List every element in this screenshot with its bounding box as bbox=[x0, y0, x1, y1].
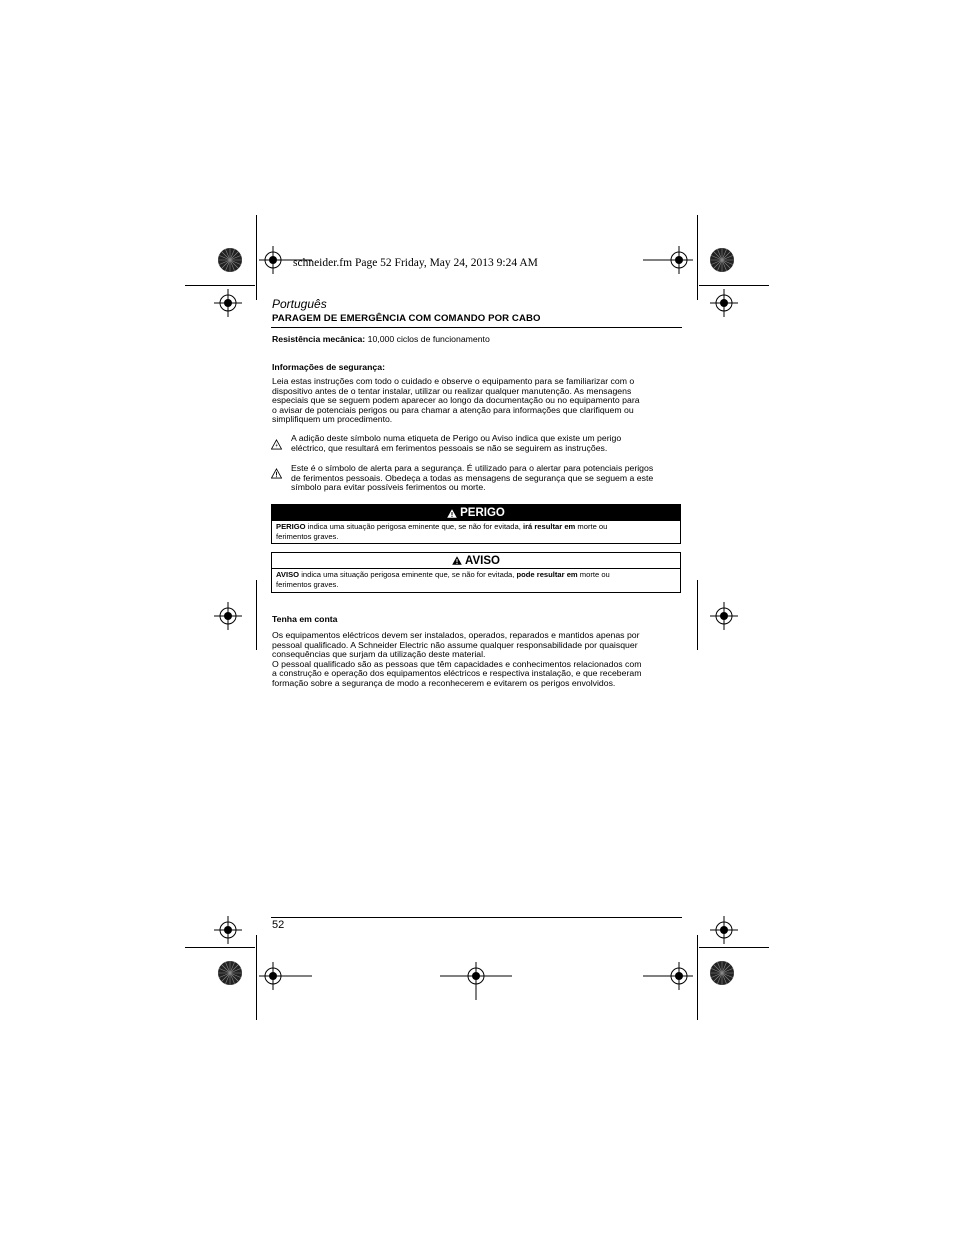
symbol-note-line: símbolo para evitar possíveis ferimentos ou morte. bbox=[291, 482, 486, 493]
mechanical-value: 10,000 ciclos de funcionamento bbox=[365, 334, 490, 344]
warning-box-header bbox=[272, 553, 680, 569]
danger-term: PERIGO bbox=[276, 522, 306, 531]
warning-triangle-icon bbox=[271, 468, 282, 479]
note-line: formação sobre a segurança de modo a reconhecerem e evitarem os perigos envolvidos. bbox=[272, 677, 616, 688]
note-body bbox=[272, 631, 682, 689]
title-divider bbox=[271, 327, 682, 328]
warning-text-line2: ferimentos graves. bbox=[276, 579, 339, 589]
warning-emphasis: pode resultar em bbox=[516, 570, 578, 579]
warning-triangle-icon bbox=[452, 556, 462, 565]
safety-intro bbox=[272, 377, 682, 425]
symbol-note-line: de ferimentos pessoais. Obedeça a todas as mensagens de segurança que se seguem a este bbox=[291, 472, 654, 483]
danger-text-end: morte ou bbox=[575, 522, 608, 531]
mechanical-resistance bbox=[272, 335, 682, 345]
warning-triangle-icon bbox=[447, 509, 457, 518]
note-line: pessoal qualificado. A Schneider Electric não assume qualquer responsabilidade por quaisquer bbox=[272, 639, 638, 650]
danger-box-body bbox=[272, 521, 680, 543]
mechanical-label: Resistência mecânica: bbox=[272, 334, 366, 344]
safety-intro-line: simplifiquem um procedimento. bbox=[272, 414, 393, 425]
language-label: Português bbox=[272, 297, 327, 311]
warning-box-title: AVISO bbox=[465, 554, 500, 567]
danger-box-title: PERIGO bbox=[460, 507, 505, 519]
danger-text-line2: ferimentos graves. bbox=[276, 531, 339, 541]
page-title: PARAGEM DE EMERGÊNCIA COM COMANDO POR CABO bbox=[272, 313, 541, 324]
warning-box-body bbox=[272, 569, 680, 591]
warning-triangle-icon bbox=[271, 439, 282, 450]
danger-emphasis: irá resultar em bbox=[522, 522, 576, 531]
warning-term: AVISO bbox=[276, 570, 300, 579]
file-header-stamp: schneider.fm Page 52 Friday, May 24, 2013 9:24 AM bbox=[293, 257, 538, 269]
warning-box bbox=[271, 552, 681, 593]
page-number: 52 bbox=[272, 919, 285, 931]
warning-text: indica uma situação perigosa eminente que, se não for evitada, bbox=[299, 570, 517, 579]
safety-intro-line: o avisar de potenciais perigos ou para chamar a atenção para informações que clarifiquem ou bbox=[272, 404, 634, 415]
warning-text-end: morte ou bbox=[577, 570, 610, 579]
safety-heading: Informações de segurança: bbox=[272, 362, 385, 372]
danger-box-header bbox=[272, 505, 680, 521]
symbol-note-line: eléctrico, que resultará em ferimentos pessoais se não se seguirem as instruções. bbox=[291, 442, 608, 453]
note-line: consequências que surjam da utilização deste material. bbox=[272, 649, 486, 660]
safety-intro-line: dispositivo antes de o tentar instalar, utilizar ou realizar qualquer manutenção. As mensagens bbox=[272, 385, 632, 396]
symbol-note-line: A adição deste símbolo numa etiqueta de Perigo ou Aviso indica que existe um perigo bbox=[291, 433, 622, 443]
footer-divider bbox=[271, 917, 682, 918]
note-heading: Tenha em conta bbox=[272, 614, 338, 624]
danger-box bbox=[271, 504, 681, 544]
note-line: a construção e operação dos equipamentos eléctricos e respectiva instalação, e que receberam bbox=[272, 668, 642, 679]
symbol-note-safety-alert bbox=[291, 464, 683, 493]
danger-text: indica uma situação perigosa eminente que, se não for evitada, bbox=[305, 522, 523, 531]
symbol-note-line: Este é o símbolo de alerta para a segurança. É utilizado para o alertar para potenciais perigos bbox=[291, 463, 654, 473]
note-line: O pessoal qualificado são as pessoas que têm capacidades e conhecimentos relacionados com bbox=[272, 658, 642, 669]
safety-intro-line: Leia estas instruções com todo o cuidado e observe o equipamento para se familiarizar com o bbox=[272, 376, 635, 386]
symbol-note-electrical bbox=[291, 434, 683, 453]
safety-intro-line: especiais que se seguem podem aparecer ao longo da documentação ou no equipamento para bbox=[272, 395, 640, 406]
note-line: Os equipamentos eléctricos devem ser instalados, operados, reparados e mantidos apenas por bbox=[272, 630, 640, 640]
